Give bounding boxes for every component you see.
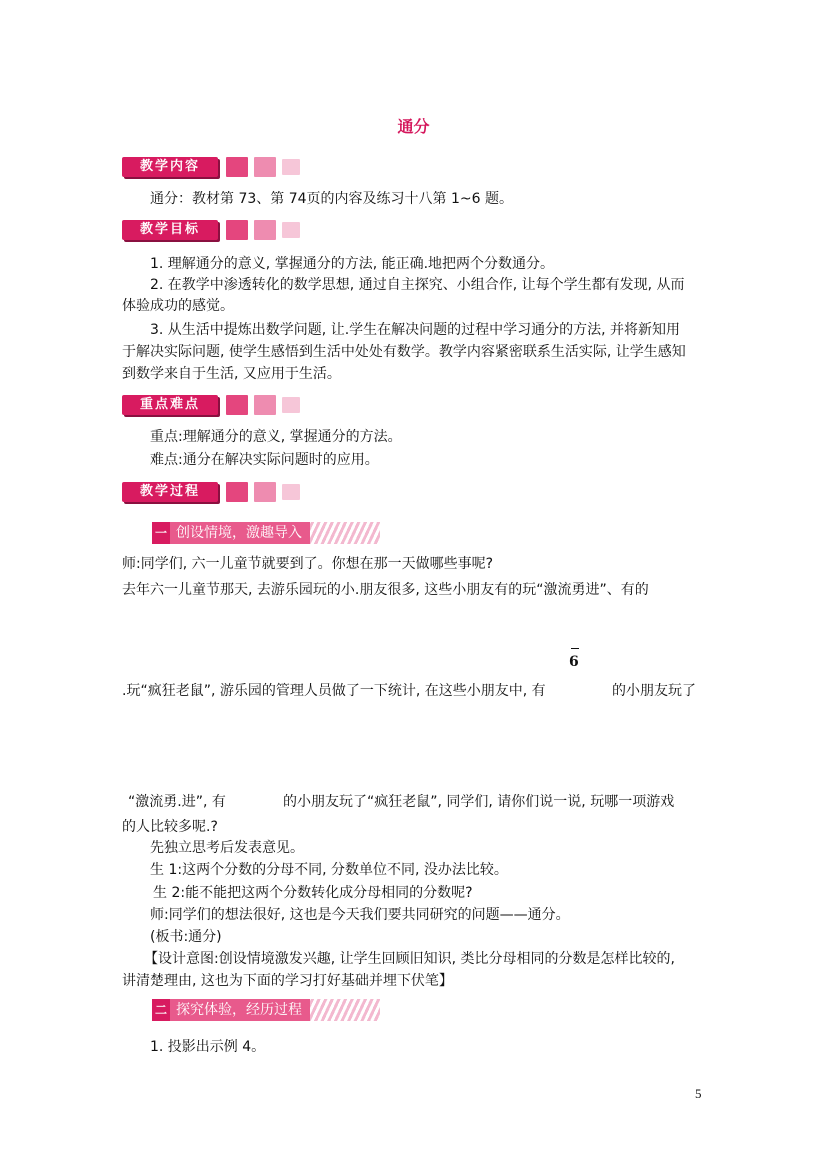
decor-square [254,482,276,502]
decor-square [226,157,248,177]
fraction-bar [571,648,579,649]
paragraph: 的小朋友玩了“疯狂老鼠”, 同学们, 请你们说一说, 玩哪一项游戏 [283,794,675,810]
decor-square [282,222,300,238]
paragraph: 生 1:这两个分数的分母不同, 分数单位不同, 没办法比较。 [150,862,508,878]
fraction-denominator [569,654,579,670]
paragraph: 难点:通分在解决实际问题时的应用。 [150,452,379,468]
decor-square [226,395,248,415]
paragraph: 先独立思考后发表意见。 [150,840,304,856]
decor-square [254,395,276,415]
section-label: 教学内容 [122,157,218,177]
paragraph: 的小朋友玩了 [612,683,696,699]
paragraph: 2. 在教学中渗透转化的数学思想, 通过自主探究、小组合作, 让每个学生都有发现, 从而 [150,277,685,293]
paragraph: 师:同学们, 六一儿童节就要到了。你想在那一天做哪些事呢? [122,556,494,572]
paragraph: “激流勇.进”, 有 [128,794,226,810]
section-label: 教学过程 [122,482,218,502]
subsection-number: 二 [152,999,170,1021]
decor-square [254,157,276,177]
paragraph: 重点:理解通分的意义, 掌握通分的方法。 [150,429,402,445]
section-label: 重点难点 [122,395,218,415]
fraction-digit: 6 [569,654,579,670]
subsection-label: 创设情境，激趣导入 [170,522,310,544]
paragraph: 体验成功的感觉。 [122,298,234,314]
decor-square [254,220,276,240]
paragraph: (板书:通分) [150,929,222,945]
design-note: 讲清楚理由, 这也为下面的学习打好基础并埋下伏笔】 [122,973,453,989]
paragraph: 1. 投影出示例 4。 [150,1039,266,1055]
subsection-header-2 [152,999,380,1021]
paragraph: 去年六一儿童节那天, 去游乐园玩的小.朋友很多, 这些小朋友有的玩“激流勇进”、有的 [122,582,649,598]
content-text: 通分：教材第 73、第 74页的内容及练习十八第 1~6 题。 [150,191,513,207]
section-header-process [122,481,300,503]
decor-square [282,484,300,500]
subsection-header-1 [152,522,380,544]
decor-square [282,397,300,413]
paragraph: 到数学来自于生活, 又应用于生活。 [122,366,341,382]
decor-square [282,159,300,175]
subsection-label: 探究体验，经历过程 [170,999,310,1021]
paragraph: 1. 理解通分的意义, 掌握通分的方法, 能正确.地把两个分数通分。 [150,256,555,272]
decor-square [226,220,248,240]
paragraph: 师:同学们的想法很好, 这也是今天我们要共同研究的问题——通分。 [150,907,570,923]
page-number: 5 [695,1086,702,1101]
paragraph: 生 2:能不能把这两个分数转化成分母相同的分数呢? [153,885,473,901]
subsection-number: 一 [152,522,170,544]
section-header-goals [122,219,300,241]
section-header-content [122,156,300,178]
decor-square [226,482,248,502]
paragraph: 3. 从生活中提炼出数学问题, 让.学生在解决问题的过程中学习通分的方法, 并将新知用 [150,322,681,338]
paragraph: 于解决实际问题, 使学生感悟到生活中处处有数学。教学内容紧密联系生活实际, 让学生感知 [122,344,686,360]
section-header-key-points [122,394,300,416]
paragraph: 的人比较多呢.? [122,819,218,835]
page-title: 通分 [397,117,430,136]
design-note: 【设计意图:创设情境激发兴趣, 让学生回顾旧知识, 类比分母相同的分数是怎样比较的, [144,951,675,967]
section-label: 教学目标 [122,220,218,240]
paragraph: .玩“疯狂老鼠”, 游乐园的管理人员做了一下统计, 在这些小朋友中, 有 [122,683,546,699]
